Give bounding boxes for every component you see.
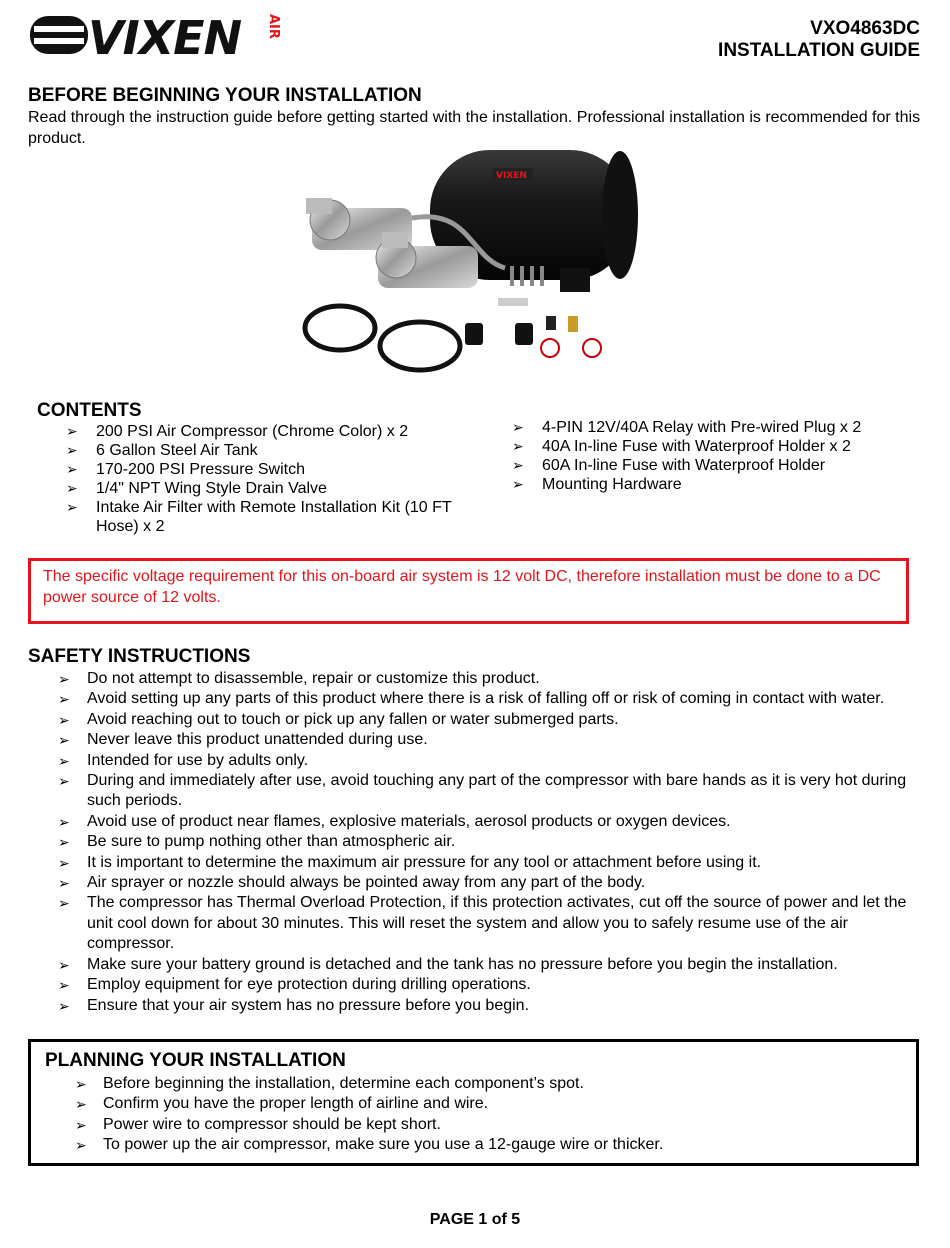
arrow-bullet-icon: ➢ bbox=[58, 732, 70, 749]
arrow-bullet-icon: ➢ bbox=[58, 977, 70, 994]
arrow-bullet-icon: ➢ bbox=[58, 773, 70, 790]
list-item: ➢ Mounting Hardware bbox=[512, 476, 682, 493]
arrow-bullet-icon: ➢ bbox=[58, 834, 70, 851]
list-item: ➢ 170-200 PSI Pressure Switch bbox=[66, 461, 305, 478]
arrow-bullet-icon: ➢ bbox=[58, 997, 70, 1014]
page-number: PAGE 1 of 5 bbox=[429, 1211, 521, 1228]
arrow-bullet-icon: ➢ bbox=[512, 476, 524, 492]
arrow-bullet-icon: ➢ bbox=[66, 480, 78, 496]
arrow-bullet-icon: ➢ bbox=[512, 419, 524, 435]
list-item: ➢ 40A In-line Fuse with Waterproof Holder x 2 bbox=[512, 438, 851, 455]
list-item: ➢ Avoid setting up any parts of this product where there is a risk of falling off or risk of coming in contact with water. bbox=[28, 689, 923, 709]
arrow-bullet-icon: ➢ bbox=[75, 1137, 87, 1154]
before-beginning-heading: BEFORE BEGINNING YOUR INSTALLATION bbox=[28, 85, 422, 106]
planning-box bbox=[28, 1039, 919, 1166]
planning-list bbox=[31, 1074, 901, 1156]
voltage-warning-text: The specific voltage requirement for this on-board air system is 12 volt DC, therefore installation must be done to a DC power source of 12 volts. bbox=[43, 568, 881, 606]
arrow-bullet-icon: ➢ bbox=[58, 895, 70, 912]
arrow-bullet-icon: ➢ bbox=[58, 875, 70, 892]
list-item: ➢ Power wire to compressor should be kept short. bbox=[31, 1115, 901, 1135]
logo-wordmark: VIXEN bbox=[88, 11, 242, 62]
arrow-bullet-icon: ➢ bbox=[58, 671, 70, 687]
arrow-bullet-icon: ➢ bbox=[75, 1076, 87, 1092]
contents-list-right bbox=[474, 418, 914, 494]
arrow-bullet-icon: ➢ bbox=[58, 691, 70, 708]
arrow-bullet-icon: ➢ bbox=[66, 461, 78, 477]
list-item: ➢ Ensure that your air system has no pressure before you begin. bbox=[28, 996, 923, 1016]
safety-list bbox=[28, 669, 923, 1016]
arrow-bullet-icon: ➢ bbox=[66, 442, 78, 458]
list-item: ➢ The compressor has Thermal Overload Protection, if this protection activates, cut off the source of power and let the unit cool down for about 30 minutes. This will reset the system and allow you to safely resume use of the air compressor. bbox=[58, 894, 907, 953]
model-number: VXO4863DC bbox=[810, 18, 920, 39]
list-item: ➢ Never leave this product unattended during use. bbox=[28, 730, 923, 750]
list-item: ➢ Intended for use by adults only. bbox=[28, 751, 923, 771]
list-item: ➢ Avoid use of product near flames, explosive materials, aerosol products or oxygen devices. bbox=[28, 812, 923, 832]
arrow-bullet-icon: ➢ bbox=[58, 854, 70, 871]
voltage-warning-box bbox=[28, 558, 909, 624]
contents-list-left bbox=[28, 422, 478, 536]
list-item: ➢ Do not attempt to disassemble, repair or customize this product. bbox=[28, 669, 923, 689]
list-item: ➢ Make sure your battery ground is detached and the tank has no pressure before you begin the installation. bbox=[28, 955, 923, 975]
list-item: ➢ To power up the air compressor, make sure you use a 12-gauge wire or thicker. bbox=[31, 1135, 901, 1155]
arrow-bullet-icon: ➢ bbox=[75, 1116, 87, 1133]
list-item: ➢ Air sprayer or nozzle should always be pointed away from any part of the body. bbox=[28, 873, 923, 893]
safety-heading: SAFETY INSTRUCTIONS bbox=[28, 646, 251, 667]
arrow-bullet-icon: ➢ bbox=[58, 956, 70, 973]
list-item: ➢ 6 Gallon Steel Air Tank bbox=[66, 442, 258, 459]
list-item: ➢ 200 PSI Air Compressor (Chrome Color) x 2 bbox=[66, 423, 409, 440]
arrow-bullet-icon: ➢ bbox=[512, 438, 524, 454]
vixen-air-logo bbox=[28, 6, 286, 62]
logo-air-text: AIR bbox=[266, 14, 281, 39]
contents-heading: CONTENTS bbox=[37, 400, 142, 421]
list-item: ➢ 1/4" NPT Wing Style Drain Valve bbox=[66, 480, 327, 497]
planning-heading: PLANNING YOUR INSTALLATION bbox=[45, 1050, 346, 1071]
list-item: ➢ Intake Air Filter with Remote Installation Kit (10 FT Hose) x 2 bbox=[66, 499, 452, 535]
arrow-bullet-icon: ➢ bbox=[512, 457, 524, 473]
before-beginning-text: Read through the instruction guide before getting started with the installation. Professional installation is recommended for this product. bbox=[28, 109, 921, 147]
list-item: ➢ During and immediately after use, avoid touching any part of the compressor with bare hands as it is very hot during such periods. bbox=[58, 772, 907, 810]
arrow-bullet-icon: ➢ bbox=[58, 711, 70, 728]
list-item: ➢ Employ equipment for eye protection during drilling operations. bbox=[28, 975, 923, 995]
product-photo bbox=[300, 148, 645, 373]
list-item: ➢ 60A In-line Fuse with Waterproof Holder bbox=[512, 457, 826, 474]
list-item: ➢ It is important to determine the maximum air pressure for any tool or attachment before using it. bbox=[28, 853, 923, 873]
arrow-bullet-icon: ➢ bbox=[66, 499, 78, 515]
document-title: INSTALLATION GUIDE bbox=[718, 40, 920, 61]
arrow-bullet-icon: ➢ bbox=[66, 423, 78, 439]
list-item: ➢ 4-PIN 12V/40A Relay with Pre-wired Plug x 2 bbox=[512, 419, 862, 436]
arrow-bullet-icon: ➢ bbox=[75, 1096, 87, 1113]
list-item: ➢ Before beginning the installation, determine each component’s spot. bbox=[31, 1074, 901, 1094]
list-item: ➢ Avoid reaching out to touch or pick up any fallen or water submerged parts. bbox=[28, 710, 923, 730]
arrow-bullet-icon: ➢ bbox=[58, 752, 70, 769]
tank-logo: VIXEN bbox=[496, 171, 527, 181]
list-item: ➢ Be sure to pump nothing other than atmospheric air. bbox=[28, 832, 923, 852]
arrow-bullet-icon: ➢ bbox=[58, 813, 70, 830]
list-item: ➢ Confirm you have the proper length of airline and wire. bbox=[31, 1094, 901, 1114]
